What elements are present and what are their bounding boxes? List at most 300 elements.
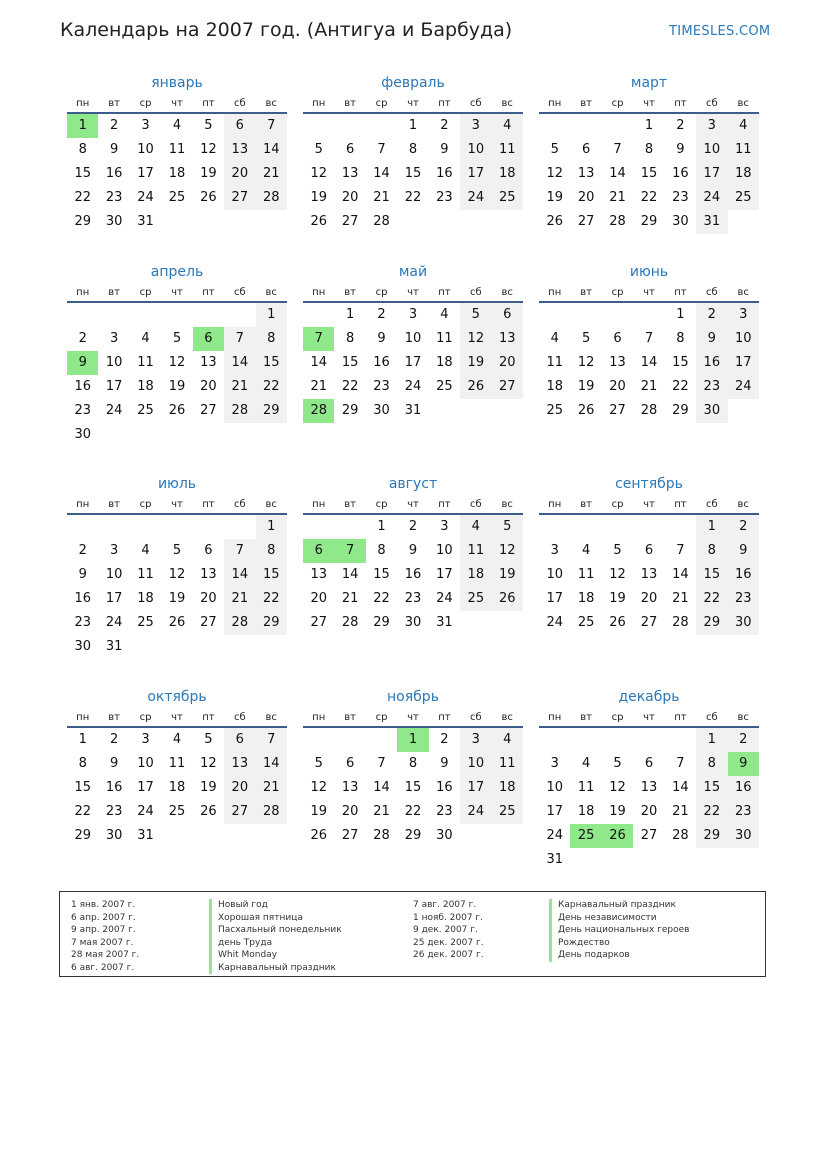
month-6 [539,262,759,423]
month-8 [303,474,523,635]
day-cell: 5 [550,142,559,157]
day-cell: 21 [256,776,287,800]
day-cell: 18 [492,162,523,186]
legend-dates-right [413,899,484,962]
day-cell: 16 [404,567,422,582]
weekday-label: ср [611,712,624,723]
day-cell: 23 [696,375,727,399]
day-cell: 6 [224,728,255,752]
day-cell: 24 [105,615,123,630]
empty-cell [303,114,334,138]
day-cell: 12 [168,567,186,582]
day-cell: 23 [672,190,689,205]
day-cell: 2 [728,515,759,539]
empty-cell [67,303,98,327]
empty-cell [539,303,570,327]
weekday-header [67,496,287,515]
day-cell: 16 [373,355,390,370]
holiday-day-cell: 9 [67,351,98,375]
empty-cell [224,515,255,539]
day-cell: 22 [640,190,658,205]
day-cell: 19 [310,190,327,205]
day-cell: 8 [377,543,386,558]
day-cell: 22 [696,587,727,611]
legend-holiday-name: Пасхальный понедельник [209,924,342,937]
legend-date: 26 дек. 2007 г. [413,950,484,960]
day-cell: 29 [74,214,91,229]
day-cell: 12 [609,780,626,795]
day-cell: 5 [613,756,622,771]
weekday-label: вс [265,287,277,298]
day-cell: 20 [577,190,595,205]
day-cell: 4 [728,114,759,138]
day-cell: 19 [460,351,491,375]
day-cell: 24 [728,375,759,399]
day-cell: 3 [728,303,759,327]
day-cell: 2 [728,728,759,752]
month-4 [67,262,287,447]
day-cell: 24 [546,615,563,630]
day-grid [67,303,287,447]
day-cell: 11 [168,756,186,771]
day-cell: 3 [696,114,727,138]
day-cell: 20 [310,591,327,606]
day-cell: 5 [172,331,182,346]
day-grid [67,515,287,659]
weekday-label: пт [202,712,215,723]
weekday-label: сб [469,287,482,298]
day-cell: 20 [341,804,359,819]
month-name: август [388,476,438,492]
weekday-label: пт [202,98,215,109]
day-cell: 17 [137,166,154,181]
day-cell: 19 [546,190,563,205]
day-grid [539,303,759,423]
day-cell: 20 [200,379,217,394]
day-cell: 9 [109,756,119,771]
day-cell: 7 [644,331,654,346]
holiday-day-cell: 28 [303,399,334,423]
day-grid [539,114,759,234]
day-cell: 6 [345,142,355,157]
legend-holiday-name: Рождество [549,937,689,950]
day-cell: 4 [141,543,150,558]
day-cell: 19 [168,591,186,606]
day-cell: 25 [137,403,154,418]
empty-cell [602,728,633,752]
day-cell: 13 [640,780,658,795]
day-cell: 17 [105,591,123,606]
day-cell: 26 [310,214,327,229]
day-cell: 8 [676,331,685,346]
day-cell: 15 [672,355,689,370]
day-cell: 3 [460,728,491,752]
day-cell: 31 [137,828,154,843]
day-cell: 7 [224,327,255,351]
day-cell: 27 [577,214,595,229]
weekday-label: сб [705,499,718,510]
day-cell: 14 [256,752,287,776]
day-cell: 3 [141,118,150,133]
day-cell: 27 [224,186,255,210]
day-cell: 6 [644,543,654,558]
day-cell: 14 [609,166,626,181]
day-cell: 13 [200,355,217,370]
day-cell: 28 [256,800,287,824]
empty-cell [366,114,397,138]
empty-cell [366,728,397,752]
day-cell: 6 [224,114,255,138]
day-cell: 8 [696,752,727,776]
day-cell: 9 [676,142,685,157]
day-grid [67,114,287,234]
legend-holiday-name: день Труда [209,937,342,950]
day-cell: 25 [577,615,595,630]
legend-date: 1 янв. 2007 г. [71,900,136,910]
day-cell: 11 [492,752,523,776]
day-cell: 29 [341,403,359,418]
day-cell: 10 [460,752,491,776]
empty-cell [193,515,224,539]
day-cell: 1 [256,303,287,327]
legend-date: 28 мая 2007 г. [71,950,140,960]
day-cell: 16 [672,166,689,181]
legend-date: 7 мая 2007 г. [71,937,134,948]
empty-cell [130,303,161,327]
day-cell: 18 [168,166,186,181]
weekday-label: вт [580,712,592,723]
page-title: Календарь на 2007 год. (Антигуа и Барбуда) [60,19,513,41]
day-cell: 24 [137,190,154,205]
day-cell: 9 [440,756,449,771]
legend-holiday-name: Карнавальный праздник [549,899,689,912]
day-cell: 23 [373,379,390,394]
day-cell: 13 [224,138,255,162]
day-cell: 29 [404,828,422,843]
day-cell: 10 [105,567,123,582]
day-cell: 5 [204,118,213,133]
day-cell: 18 [137,591,154,606]
weekday-label: вс [265,712,277,723]
day-cell: 6 [204,543,213,558]
day-cell: 22 [74,804,91,819]
holiday-day-cell: 26 [602,824,633,848]
day-cell: 18 [577,804,595,819]
day-cell: 4 [172,118,182,133]
weekday-header [67,709,287,728]
day-cell: 28 [373,214,390,229]
day-cell: 25 [168,190,186,205]
day-cell: 15 [256,563,287,587]
day-cell: 17 [460,162,491,186]
legend-names-right [549,899,689,962]
day-cell: 10 [460,138,491,162]
day-grid [303,515,523,635]
weekday-header [303,284,523,303]
weekday-header [303,95,523,114]
day-cell: 13 [341,780,359,795]
empty-cell [224,303,255,327]
day-cell: 2 [440,118,449,133]
holiday-day-cell: 1 [67,114,98,138]
day-cell: 14 [341,567,359,582]
day-cell: 14 [672,780,689,795]
day-cell: 26 [168,403,186,418]
day-cell: 22 [373,591,390,606]
weekday-label: чт [407,287,419,298]
day-cell: 2 [78,331,87,346]
day-cell: 28 [341,615,359,630]
month-name: апрель [150,264,204,280]
day-cell: 1 [696,515,727,539]
weekday-label: сб [233,287,246,298]
weekday-label: пн [312,712,326,723]
weekday-label: пн [312,287,326,298]
day-cell: 24 [404,379,422,394]
weekday-label: вт [580,287,592,298]
weekday-label: вс [737,499,749,510]
holiday-day-cell: 7 [334,539,365,563]
weekday-label: ср [375,712,388,723]
day-cell: 10 [105,355,123,370]
day-cell: 11 [546,355,563,370]
day-cell: 19 [609,591,626,606]
day-cell: 30 [728,824,759,848]
empty-cell [193,303,224,327]
day-cell: 7 [377,756,386,771]
weekday-label: вс [265,499,277,510]
day-cell: 18 [577,591,595,606]
day-cell: 19 [168,379,186,394]
weekday-label: пн [548,287,562,298]
day-cell: 18 [728,162,759,186]
day-cell: 25 [492,186,523,210]
day-cell: 21 [640,379,658,394]
day-cell: 8 [256,327,287,351]
day-cell: 18 [137,379,154,394]
empty-cell [303,303,334,327]
day-cell: 23 [74,615,91,630]
day-cell: 9 [109,142,119,157]
day-cell: 21 [609,190,626,205]
month-name: июнь [629,264,669,280]
day-cell: 27 [492,375,523,399]
day-cell: 3 [408,307,418,322]
empty-cell [303,515,334,539]
day-cell: 28 [640,403,658,418]
day-cell: 3 [460,114,491,138]
day-cell: 4 [141,331,150,346]
day-cell: 8 [345,331,355,346]
day-cell: 16 [105,166,123,181]
day-cell: 20 [224,776,255,800]
day-cell: 26 [310,828,327,843]
empty-cell [570,515,601,539]
weekday-label: ср [375,287,388,298]
empty-cell [665,515,696,539]
day-cell: 23 [728,800,759,824]
day-cell: 13 [341,166,359,181]
weekday-label: пт [674,712,687,723]
weekday-label: чт [643,287,655,298]
weekday-label: сб [705,712,718,723]
day-cell: 25 [168,804,186,819]
day-cell: 16 [105,780,123,795]
day-cell: 2 [408,519,418,534]
weekday-label: пн [76,499,90,510]
day-cell: 5 [460,303,491,327]
weekday-label: чт [171,712,183,723]
empty-cell [303,728,334,752]
day-cell: 3 [109,543,119,558]
day-cell: 10 [436,543,453,558]
day-cell: 31 [436,615,453,630]
day-cell: 31 [137,214,154,229]
day-cell: 29 [640,214,658,229]
empty-cell [539,728,570,752]
weekday-label: чт [407,499,419,510]
day-cell: 16 [74,591,91,606]
legend-holiday-name: День независимости [549,912,689,925]
day-cell: 2 [78,543,87,558]
day-cell: 11 [460,539,491,563]
empty-cell [602,515,633,539]
day-cell: 12 [310,780,327,795]
empty-cell [633,303,664,327]
day-cell: 31 [105,639,123,654]
day-cell: 27 [341,214,359,229]
site-link[interactable]: TIMESLES.COM [669,24,771,39]
weekday-label: сб [469,499,482,510]
day-grid [539,515,759,635]
weekday-label: ср [611,287,624,298]
day-cell: 15 [404,166,422,181]
day-cell: 3 [109,331,119,346]
month-name: февраль [381,75,445,91]
month-10 [67,687,287,848]
holiday-legend [59,891,766,977]
day-cell: 27 [224,800,255,824]
month-name: декабрь [618,689,680,705]
weekday-label: вс [501,98,513,109]
month-name: март [630,75,668,91]
weekday-label: пн [548,712,562,723]
day-cell: 31 [696,210,727,234]
weekday-label: ср [375,499,388,510]
day-cell: 14 [640,355,658,370]
day-cell: 22 [404,804,422,819]
legend-holiday-name: День подарков [549,949,689,962]
month-7 [67,474,287,659]
weekday-label: пт [202,287,215,298]
day-cell: 22 [404,190,422,205]
day-cell: 30 [373,403,390,418]
day-cell: 12 [460,327,491,351]
day-cell: 6 [581,142,591,157]
weekday-label: сб [469,712,482,723]
day-cell: 9 [377,331,386,346]
empty-cell [334,114,365,138]
day-cell: 27 [640,615,658,630]
day-cell: 25 [436,379,453,394]
legend-holiday-name: Новый год [209,899,342,912]
day-cell: 17 [546,591,563,606]
day-cell: 17 [404,355,422,370]
day-cell: 18 [460,563,491,587]
legend-holiday-name: Хорошая пятница [209,912,342,925]
month-name: ноябрь [387,689,439,705]
day-cell: 1 [256,515,287,539]
day-cell: 16 [436,166,453,181]
weekday-label: сб [705,287,718,298]
day-cell: 23 [728,587,759,611]
weekday-label: ср [139,98,152,109]
day-cell: 27 [310,615,327,630]
day-cell: 16 [728,776,759,800]
day-cell: 8 [78,142,87,157]
legend-date: 9 апр. 2007 г. [71,925,136,935]
weekday-label: вт [108,712,120,723]
month-name: январь [151,75,203,91]
day-cell: 22 [256,587,287,611]
day-cell: 6 [613,331,622,346]
weekday-label: пт [202,499,215,510]
day-cell: 14 [373,166,390,181]
day-cell: 14 [224,351,255,375]
day-cell: 2 [109,118,119,133]
day-cell: 4 [581,543,591,558]
weekday-label: пн [548,499,562,510]
day-cell: 19 [577,379,595,394]
day-cell: 14 [256,138,287,162]
legend-date: 9 дек. 2007 г. [413,925,478,935]
weekday-label: пн [76,287,90,298]
day-cell: 23 [436,804,453,819]
legend-date: 25 дек. 2007 г. [413,937,484,948]
day-cell: 20 [640,804,658,819]
day-cell: 20 [492,351,523,375]
day-cell: 13 [492,327,523,351]
day-cell: 12 [609,567,626,582]
weekday-label: чт [407,98,419,109]
day-cell: 18 [492,776,523,800]
day-cell: 13 [224,752,255,776]
day-cell: 15 [341,355,359,370]
weekday-label: вс [737,712,749,723]
day-cell: 24 [436,591,453,606]
day-cell: 12 [546,166,563,181]
day-cell: 23 [105,190,123,205]
day-cell: 2 [676,118,685,133]
weekday-header [539,709,759,728]
day-cell: 13 [609,355,626,370]
month-5 [303,262,523,423]
day-cell: 29 [74,828,91,843]
day-cell: 29 [256,399,287,423]
day-cell: 30 [696,399,727,423]
day-cell: 6 [644,756,654,771]
month-name: сентябрь [615,476,683,492]
day-cell: 17 [546,804,563,819]
day-cell: 28 [672,828,689,843]
day-cell: 22 [256,375,287,399]
weekday-label: сб [233,712,246,723]
day-cell: 11 [137,567,154,582]
weekday-label: пт [674,98,687,109]
weekday-label: пт [674,287,687,298]
empty-cell [633,728,664,752]
empty-cell [334,515,365,539]
